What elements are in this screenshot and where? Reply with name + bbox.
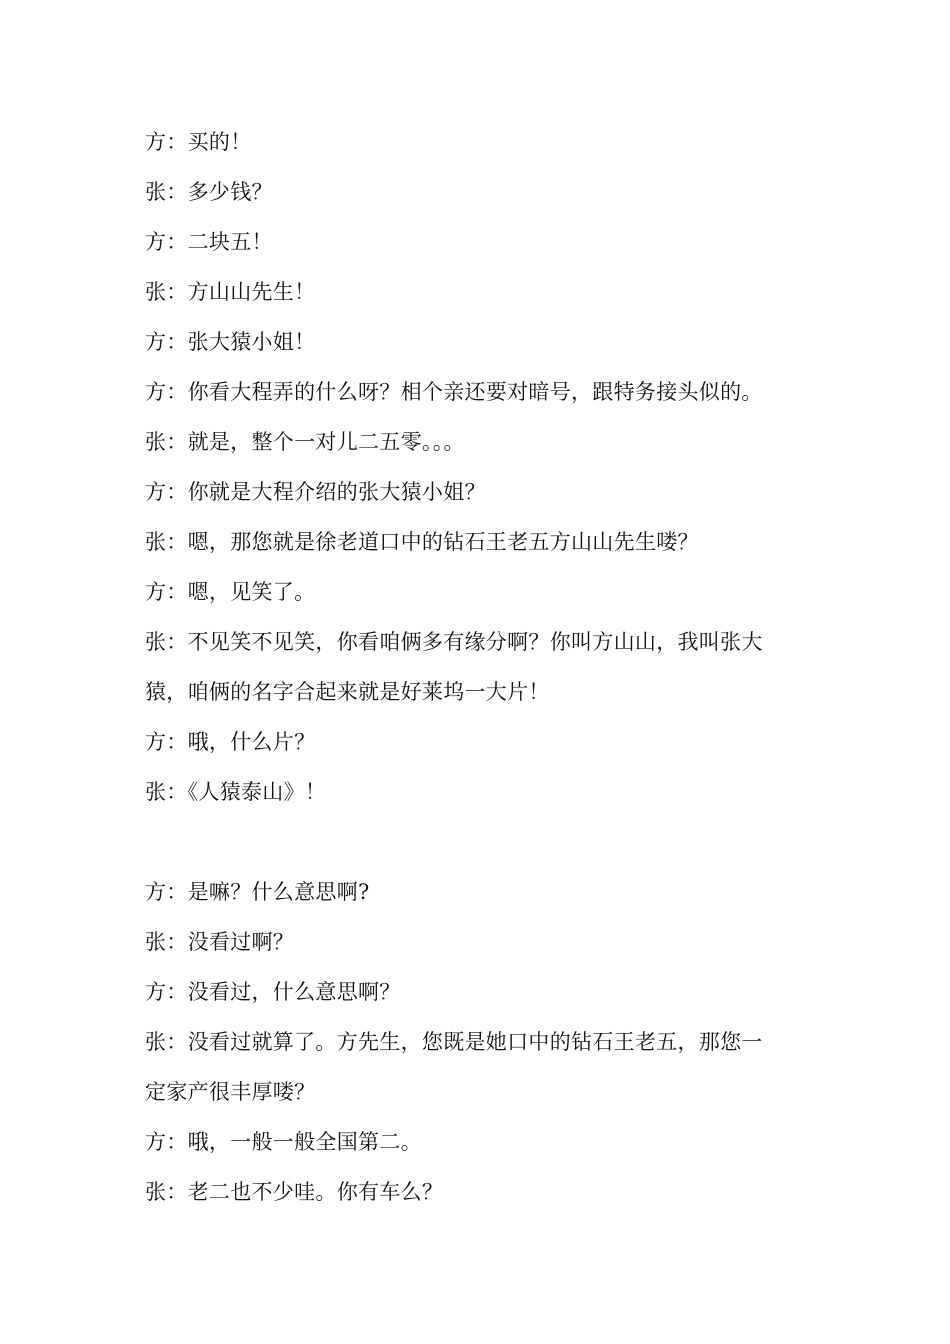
dialogue-line: 方：你就是大程介绍的张大猿小姐？ <box>145 480 486 504</box>
dialogue-line: 方：嗯，见笑了。 <box>145 580 316 604</box>
dialogue-line: 张：不见笑不见笑，你看咱俩多有缘分啊？你叫方山山，我叫张大 <box>145 630 763 654</box>
dialogue-line: 定家产很丰厚喽？ <box>145 1080 316 1104</box>
dialogue-line: 张：嗯，那您就是徐老道口中的钻石王老五方山山先生喽？ <box>145 530 699 554</box>
dialogue-line: 猿，咱俩的名字合起来就是好莱坞一大片！ <box>145 680 550 704</box>
dialogue-line: 方：哦，什么片？ <box>145 730 316 754</box>
dialogue-line: 方：没看过，什么意思啊？ <box>145 980 401 1004</box>
dialogue-line: 方：你看大程弄的什么呀？相个亲还要对暗号，跟特务接头似的。 <box>145 380 763 404</box>
dialogue-line: 张：老二也不少哇。你有车么？ <box>145 1180 444 1204</box>
dialogue-line: 张：多少钱？ <box>145 180 273 204</box>
dialogue-line: 张：《人猿泰山》！ <box>145 780 327 804</box>
dialogue-line: 张：没看过啊？ <box>145 930 295 954</box>
dialogue-line: 方：二块五！ <box>145 230 273 254</box>
dialogue-line: 张：就是，整个一对儿二五零。。。 <box>145 430 465 454</box>
dialogue-line: 张：没看过就算了。方先生，您既是她口中的钻石王老五，那您一 <box>145 1030 763 1054</box>
dialogue-line: 方：是嘛？什么意思啊? <box>145 880 370 904</box>
dialogue-line: 方：张大猿小姐！ <box>145 330 316 354</box>
dialogue-line: 方：哦，一般一般全国第二。 <box>145 1130 422 1154</box>
dialogue-line: 方：买的！ <box>145 130 252 154</box>
dialogue-line: 张：方山山先生！ <box>145 280 316 304</box>
